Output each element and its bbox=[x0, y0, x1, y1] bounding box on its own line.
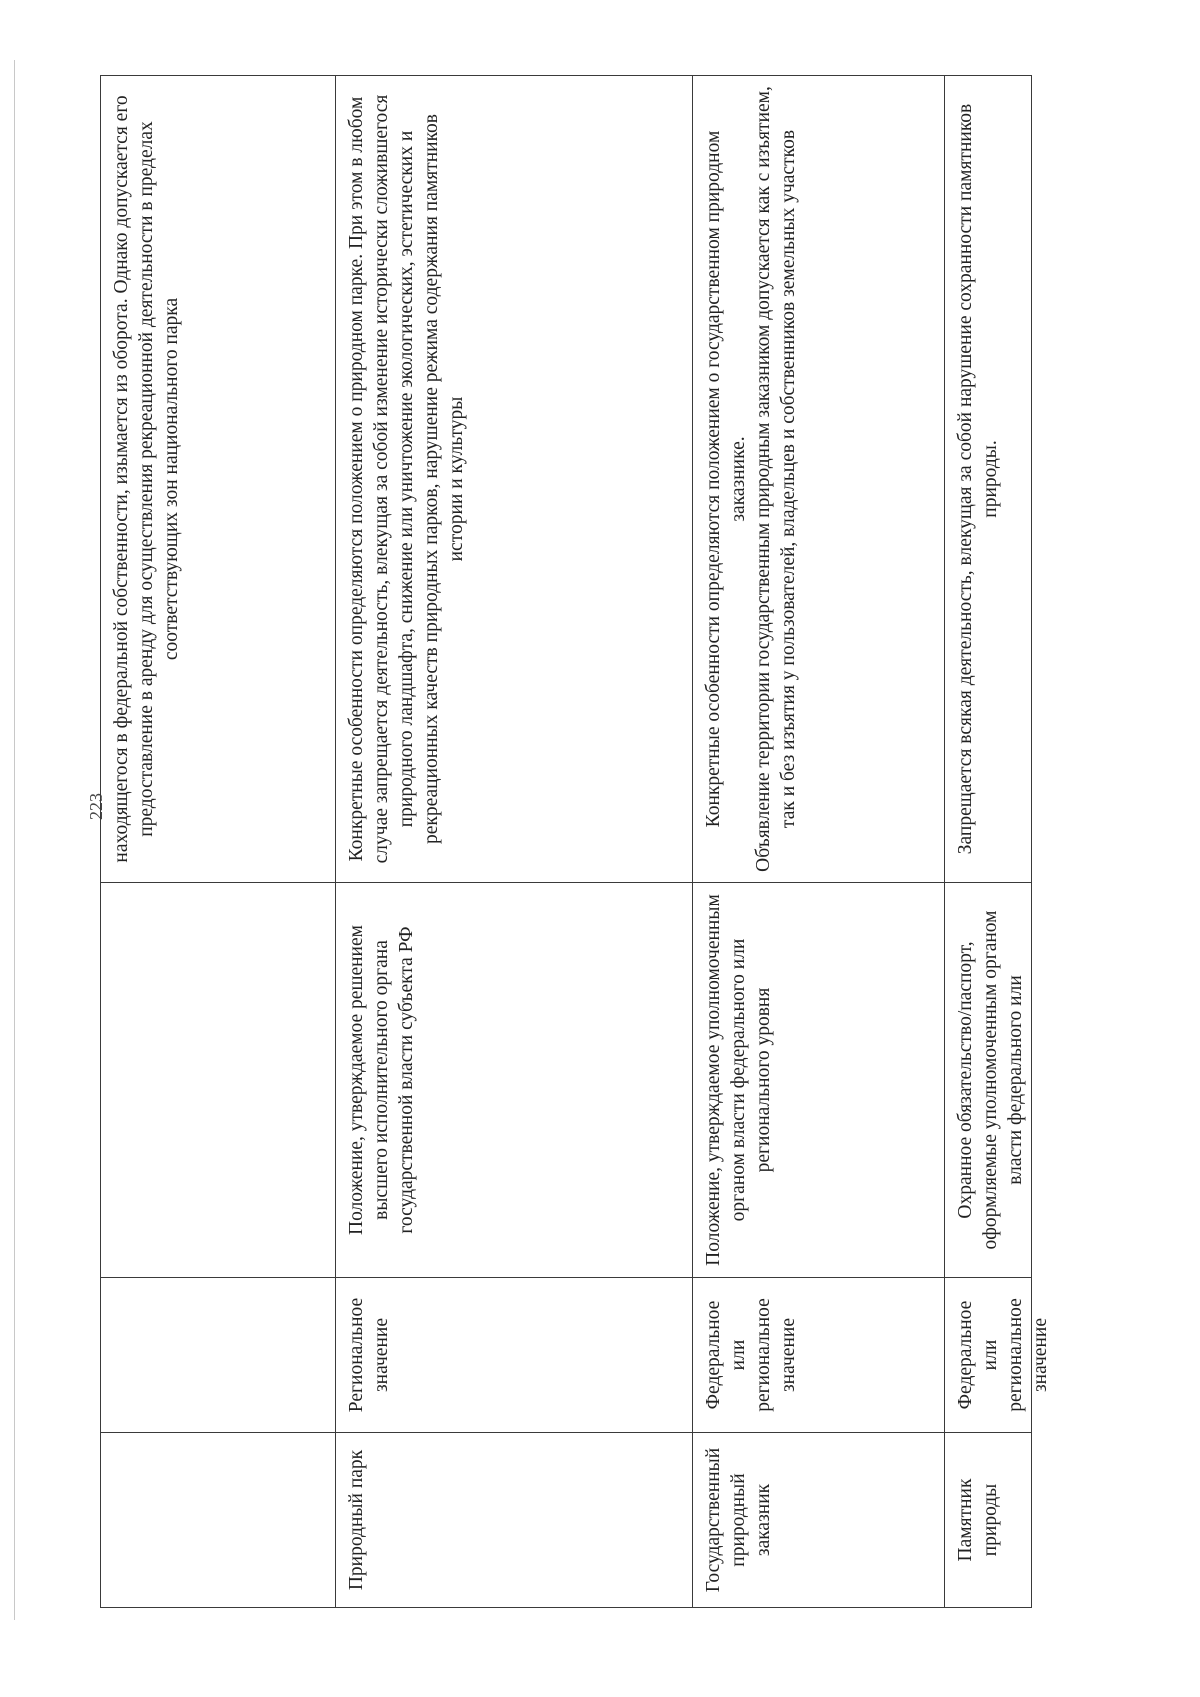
cell-type: Государственный природный заказник bbox=[693, 1433, 945, 1608]
cell-document bbox=[945, 883, 1032, 1278]
cell-document: Положение, утверждаемое уполномоченным органом власти федерального или регионального уровня bbox=[693, 883, 945, 1278]
page-number: 223 bbox=[86, 793, 106, 820]
scan-edge-mark bbox=[14, 60, 15, 1620]
table-row bbox=[101, 76, 336, 1608]
cell-significance: Региональное значение bbox=[336, 1278, 693, 1433]
cell-regime: находящегося в федеральной собственности, изымается из оборота. Однако допускается его предоставление в аренду для осуществления рекреационной деятельности в пределах соответствующих зон национального парка bbox=[101, 76, 336, 883]
cell-text: Памятник природы bbox=[955, 1478, 1001, 1562]
cell-regime: Конкретные особенности определяются положением о природном парке. При этом в любом случае запрещается деятельность, влекущая за собой изменение исторически сложившегося природного ландшафта, снижение или уничтожение экологических, эстетических и рекреационных качеств природных парков, нарушение режима содержания памятников истории и культуры bbox=[336, 76, 693, 883]
rotated-table-container bbox=[100, 76, 1098, 1608]
cell-regime bbox=[945, 76, 1032, 883]
cell-document: Положение, утверждаемое решением высшего исполнительного органа государственной власти субъекта РФ bbox=[336, 883, 693, 1278]
table-row bbox=[945, 76, 1032, 1608]
protected-areas-table bbox=[100, 75, 1051, 1608]
cell-significance bbox=[945, 1278, 1051, 1433]
cell-regime bbox=[693, 76, 945, 883]
cell-text: Запрещается всякая деятельность, влекущая за собой нарушение сохранности памятников природы. bbox=[955, 103, 1001, 855]
cell-type bbox=[101, 1433, 336, 1608]
table-row bbox=[336, 76, 693, 1608]
table-row bbox=[693, 76, 945, 1608]
cell-significance bbox=[101, 1278, 336, 1433]
regime-paragraph: Объявление территории государственным природным заказником допускается как с изъятием, так и без изъятия у пользователей, владельцев и собственников земельных участков bbox=[753, 86, 799, 872]
cell-text: Федеральное или региональное значение bbox=[955, 1298, 1051, 1412]
cell-type bbox=[945, 1433, 1032, 1608]
regime-paragraph: Конкретные особенности определяются положением о государственном природном заказнике. bbox=[703, 130, 749, 828]
cell-document bbox=[101, 883, 336, 1278]
cell-type: Природный парк bbox=[336, 1433, 693, 1608]
cell-significance: Федеральное или региональное значение bbox=[693, 1278, 945, 1433]
cell-text: Охранное обязательство/паспорт, оформляемые уполномоченным органом власти федерального или bbox=[955, 910, 1026, 1250]
